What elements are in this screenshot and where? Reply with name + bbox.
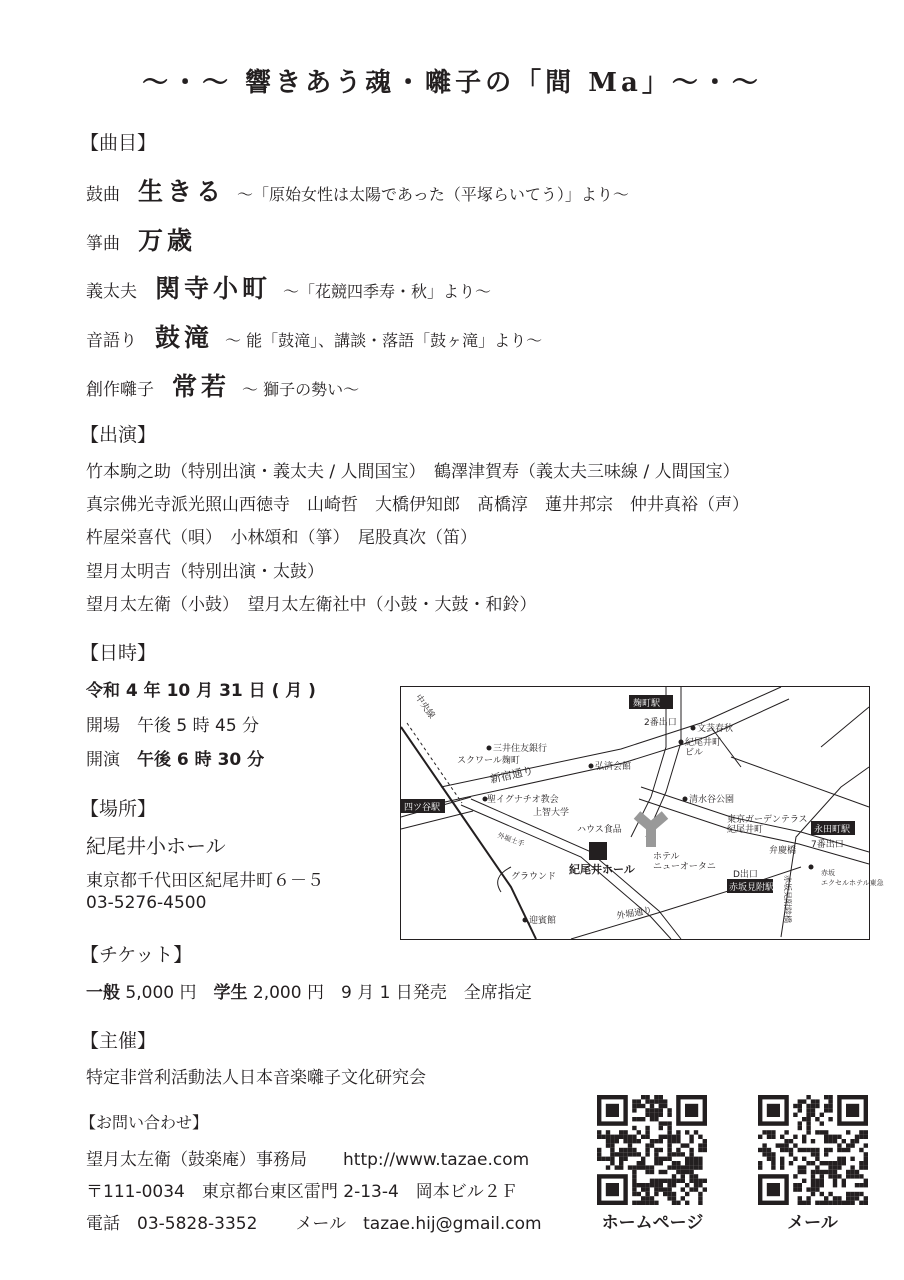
general-price: 5,000 円 — [125, 983, 197, 1003]
map-garden2: 紀尾井町 — [727, 825, 764, 835]
map-geihinkan: 迎賓館 — [529, 916, 557, 926]
map-akasakamitsuke: 赤坂見附駅 — [729, 883, 775, 893]
program-type: 義太夫 — [86, 282, 137, 302]
venue-address: 東京都千代田区紀尾井町６－５ — [86, 871, 324, 891]
start-time-value: 午後 6 時 30 分 — [137, 750, 265, 770]
venue-heading: 【場所】 — [80, 798, 157, 820]
map-sotobori: 外堀通り — [615, 905, 653, 922]
qr-home-label: ホームページ — [601, 1213, 704, 1233]
program-name: 鼓滝 — [155, 323, 214, 352]
map-benkei: 弁慶橋 — [769, 846, 797, 856]
program-note: 〜「原始女性は太陽であった（平塚らいてう）」より〜 — [237, 185, 629, 204]
program-item — [86, 318, 542, 354]
program-note: 〜「花競四季寿・秋」より〜 — [283, 282, 492, 301]
map-exit2: 2番出口 — [644, 718, 677, 728]
map-kioi-hall: 紀尾井ホール — [569, 863, 635, 876]
map-shimizudani: 清水谷公園 — [689, 795, 735, 805]
map-kioicho-bld: 紀尾井町 — [685, 738, 722, 748]
program-name: 万歳 — [138, 226, 197, 255]
qr-code-home — [597, 1095, 707, 1205]
map-exit7: 7番出口 — [811, 840, 844, 850]
contact-tel-row — [86, 1209, 542, 1234]
contact-office-row — [86, 1145, 529, 1170]
tel-number: 03-5828-3352 — [137, 1214, 258, 1234]
doors-open-time: 午後 5 時 45 分 — [137, 716, 260, 736]
qr-mail[interactable] — [758, 1095, 868, 1209]
map-excel1: 赤坂 — [821, 869, 835, 877]
datetime-heading: 【日時】 — [80, 642, 157, 664]
map-ground: グラウンド — [511, 872, 557, 882]
organizer-name: 特定非営利活動法人日本音楽囃子文化研究会 — [86, 1068, 426, 1088]
map-nagatacho: 永田町駅 — [814, 825, 851, 835]
program-name: 生きる — [138, 177, 226, 206]
program-type: 音語り — [86, 331, 137, 351]
map-school: スクワール麹町 — [457, 756, 520, 766]
organizer-heading: 【主催】 — [80, 1030, 157, 1052]
map-akasakamitsuke-rd: 赤坂見附陸橋 — [783, 875, 792, 923]
map-kojimachi: 麹町駅 — [633, 699, 661, 709]
program-note: 〜 能「鼓滝」、講談・落語「鼓ヶ滝」より〜 — [225, 331, 543, 350]
ticket-info — [86, 978, 532, 1003]
venue-phone: 03-5276-4500 — [86, 893, 207, 913]
venue-name: 紀尾井小ホール — [86, 834, 226, 858]
map-excel2: エクセルホテル東急 — [821, 879, 884, 887]
performer-line: 真宗佛光寺派光照山西徳寺 山崎哲 大橋伊知郎 髙橋淳 蓮井邦宗 仲井真裕（声） — [86, 495, 749, 515]
map-kosei: 弘済会館 — [595, 762, 632, 772]
program-item — [86, 221, 208, 257]
map-yotsuya: 四ツ谷駅 — [404, 803, 441, 813]
program-item — [86, 172, 629, 208]
ticket-heading: 【チケット】 — [80, 944, 193, 966]
program-type: 創作囃子 — [86, 380, 154, 400]
qr-code-mail — [758, 1095, 868, 1205]
doors-open-label: 開場 — [86, 716, 120, 736]
map-garden1: 東京ガーデンテラス — [727, 815, 808, 825]
map-chuo: 中央線 — [412, 692, 437, 721]
tel-label: 電話 — [86, 1214, 120, 1234]
map-shinjuku: 新宿通り — [488, 764, 535, 786]
start-time — [86, 745, 264, 770]
qr-mail-label: メール — [787, 1213, 838, 1233]
ticket-sale: 9 月 1 日発売 全席指定 — [340, 983, 532, 1003]
map-bld: ビル — [685, 748, 704, 758]
program-name: 常若 — [172, 372, 231, 401]
map-dexit: D出口 — [733, 870, 758, 880]
mail-label: メール — [295, 1214, 347, 1234]
access-map — [400, 686, 884, 940]
map-sophia: 上智大学 — [533, 808, 570, 818]
mail-address[interactable]: tazae.hij@gmail.com — [363, 1214, 542, 1234]
performer-line: 杵屋栄喜代（唄） 小林頌和（箏） 尾股真次（笛） — [86, 528, 477, 548]
program-item — [86, 367, 359, 403]
student-label: 学生 — [213, 983, 248, 1003]
map-ignatius: 聖イグナチオ教会 — [487, 795, 559, 805]
contact-address: 〒111-0034 東京都台東区雷門 2-13-4 岡本ビル２Ｆ — [86, 1182, 518, 1202]
performer-line: 望月太明吉（特別出演・太鼓） — [86, 562, 324, 582]
program-name: 関寺小町 — [155, 274, 272, 303]
map-dote: 外堀土手 — [496, 831, 526, 849]
program-note: 〜 獅子の勢い〜 — [242, 380, 360, 399]
general-label: 一般 — [86, 983, 120, 1003]
event-date: 令和 4 年 10 月 31 日 ( 月 ) — [86, 681, 316, 701]
performer-line: 竹本駒之助（特別出演・義太夫 / 人間国宝） 鶴澤津賀寿（義太夫三味線 / 人間国宝） — [86, 462, 740, 482]
map-bungei: 文芸春秋 — [697, 724, 734, 734]
map-hotel1: ホテル — [653, 852, 680, 862]
map-sumitomo: 三井住友銀行 — [493, 744, 548, 754]
performers-heading: 【出演】 — [80, 424, 157, 446]
page-title: 〜・〜 響きあう魂・囃子の「間 Ma」〜・〜 — [142, 68, 762, 98]
program-heading: 【曲目】 — [80, 132, 157, 154]
program-item — [86, 269, 491, 305]
program-type: 鼓曲 — [86, 185, 120, 205]
student-price: 2,000 円 — [252, 983, 324, 1003]
doors-open — [86, 711, 259, 736]
contact-url[interactable]: http://www.tazae.com — [343, 1150, 530, 1170]
start-label: 開演 — [86, 750, 120, 770]
contact-office: 望月太左衛（鼓楽庵）事務局 — [86, 1150, 307, 1170]
map-hotel2: ニューオータニ — [653, 862, 716, 872]
performer-line: 望月太左衛（小鼓） 望月太左衛社中（小鼓・大鼓・和鈴） — [86, 595, 537, 615]
program-type: 箏曲 — [86, 234, 120, 254]
map-house: ハウス食品 — [577, 825, 622, 835]
contact-heading: 【お問い合わせ】 — [80, 1113, 209, 1132]
qr-home[interactable] — [597, 1095, 707, 1209]
